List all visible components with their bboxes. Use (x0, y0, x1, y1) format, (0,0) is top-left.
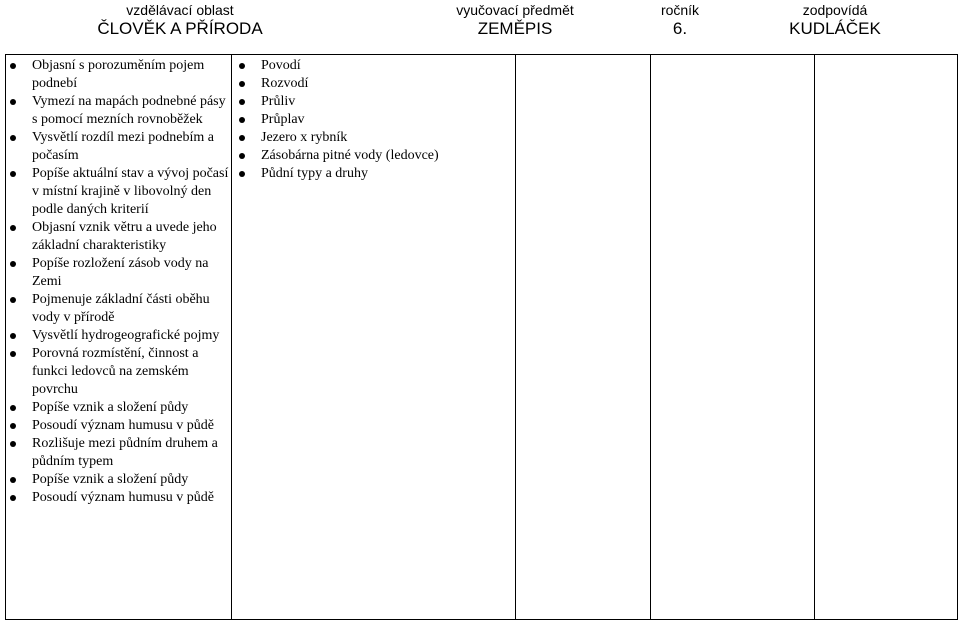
list-item: Popíše vznik a složení půdy (6, 399, 232, 417)
list-item: Vysvětlí rozdíl mezi podnebím a počasím (6, 129, 232, 165)
column-empty-1 (516, 55, 651, 619)
value-grade: 6. (672, 19, 688, 38)
label-responsible: zodpovídá (802, 2, 868, 18)
column-empty-2 (651, 55, 815, 619)
list-item: Povodí (235, 57, 515, 75)
list-item: Půdní typy a druhy (235, 165, 515, 183)
list-item: Posoudí význam humusu v půdě (6, 417, 232, 435)
list-item: Jezero x rybník (235, 129, 515, 147)
list-item: Popíše rozložení zásob vody na Zemi (6, 255, 232, 291)
list-item: Objasní s porozuměním pojem podnebí (6, 57, 232, 93)
value-area: ČLOVĚK A PŘÍRODA (97, 19, 263, 38)
list-item: Pojmenuje základní části oběhu vody v přírodě (6, 291, 232, 327)
list-item: Vysvětlí hydrogeografické pojmy (6, 327, 232, 345)
list-item: Popíše vznik a složení půdy (6, 471, 232, 489)
list-item: Posoudí význam humusu v půdě (6, 489, 232, 507)
label-subject: vyučovací předmět (456, 2, 574, 18)
label-grade: ročník (660, 2, 700, 18)
curriculum-table (5, 54, 958, 620)
list-item: Průliv (235, 93, 515, 111)
value-responsible: KUDLÁČEK (789, 19, 881, 38)
header (0, 0, 959, 42)
outcomes-list (6, 57, 232, 507)
list-item: Rozlišuje mezi půdním druhem a půdním typem (6, 435, 232, 471)
list-item: Porovná rozmístění, činnost a funkci ledovců na zemském povrchu (6, 345, 232, 399)
list-item: Zásobárna pitné vody (ledovce) (235, 147, 515, 165)
label-area: vzdělávací oblast (126, 2, 234, 18)
list-item: Průplav (235, 111, 515, 129)
list-item: Vymezí na mapách podnebné pásy s pomocí mezních rovnoběžek (6, 93, 232, 129)
list-item: Rozvodí (235, 75, 515, 93)
list-item: Objasní vznik větru a uvede jeho základní charakteristiky (6, 219, 232, 255)
topics-list (235, 57, 515, 183)
value-subject: ZEMĚPIS (477, 19, 553, 38)
list-item: Popíše aktuální stav a vývoj počasí v místní krajině v libovolný den podle daných kriterií (6, 165, 232, 219)
